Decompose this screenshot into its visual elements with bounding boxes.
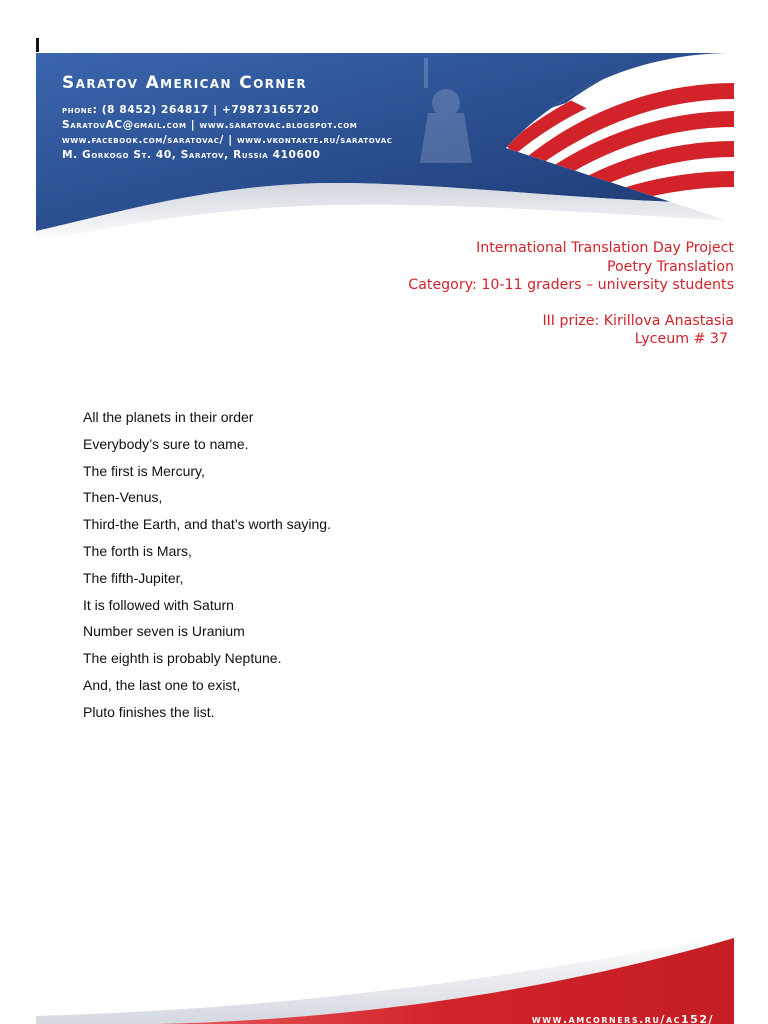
contact-address: M. Gorkogo St. 40, Saratov, Russia 410600 (62, 149, 321, 161)
poem-line: The fifth-Jupiter, (83, 569, 184, 586)
poem-line: Everybody’s sure to name. (83, 435, 249, 452)
poem-line: Third-the Earth, and that’s worth saying. (83, 516, 331, 533)
poem-line: And, the last one to exist, (83, 676, 241, 693)
school-name: Lyceum # 37 (634, 331, 728, 347)
footer-website: www.amcorners.ru/ac152/ (531, 1013, 714, 1024)
organization-name: Saratov American Corner (62, 73, 308, 93)
contact-phone: phone: (8 8452) 264817 | +79873165720 (62, 104, 320, 116)
poem-body (83, 407, 331, 729)
contact-email-blog: SaratovAC@gmail.com | www.saratovac.blogspot.com (62, 119, 358, 131)
footer-graphic (36, 930, 734, 1024)
spacer (314, 295, 734, 312)
project-type: Poetry Translation (606, 258, 734, 275)
letterhead-footer (36, 930, 734, 1024)
poem-line: The eighth is probably Neptune. (83, 650, 282, 667)
poem-line: Number seven is Uranium (83, 623, 245, 640)
project-info (314, 239, 734, 349)
poem-line: Pluto finishes the list. (83, 703, 215, 720)
project-name: International Translation Day Project (476, 240, 734, 256)
poem-line: The forth is Mars, (83, 542, 192, 559)
poem-line: Then-Venus, (83, 489, 163, 506)
text-cursor (36, 38, 39, 52)
poem-line: The first is Mercury, (83, 462, 205, 479)
project-category: Category: 10-11 graders – university students (408, 277, 734, 293)
prize-winner: III prize: Kirillova Anastasia (542, 312, 734, 329)
poem-line: It is followed with Saturn (83, 596, 234, 613)
poem-line: All the planets in their order (83, 409, 254, 425)
contact-social: www.facebook.com/saratovac/ | www.vkontakte.ru/saratovac (62, 134, 393, 146)
letterhead-banner (36, 53, 734, 243)
